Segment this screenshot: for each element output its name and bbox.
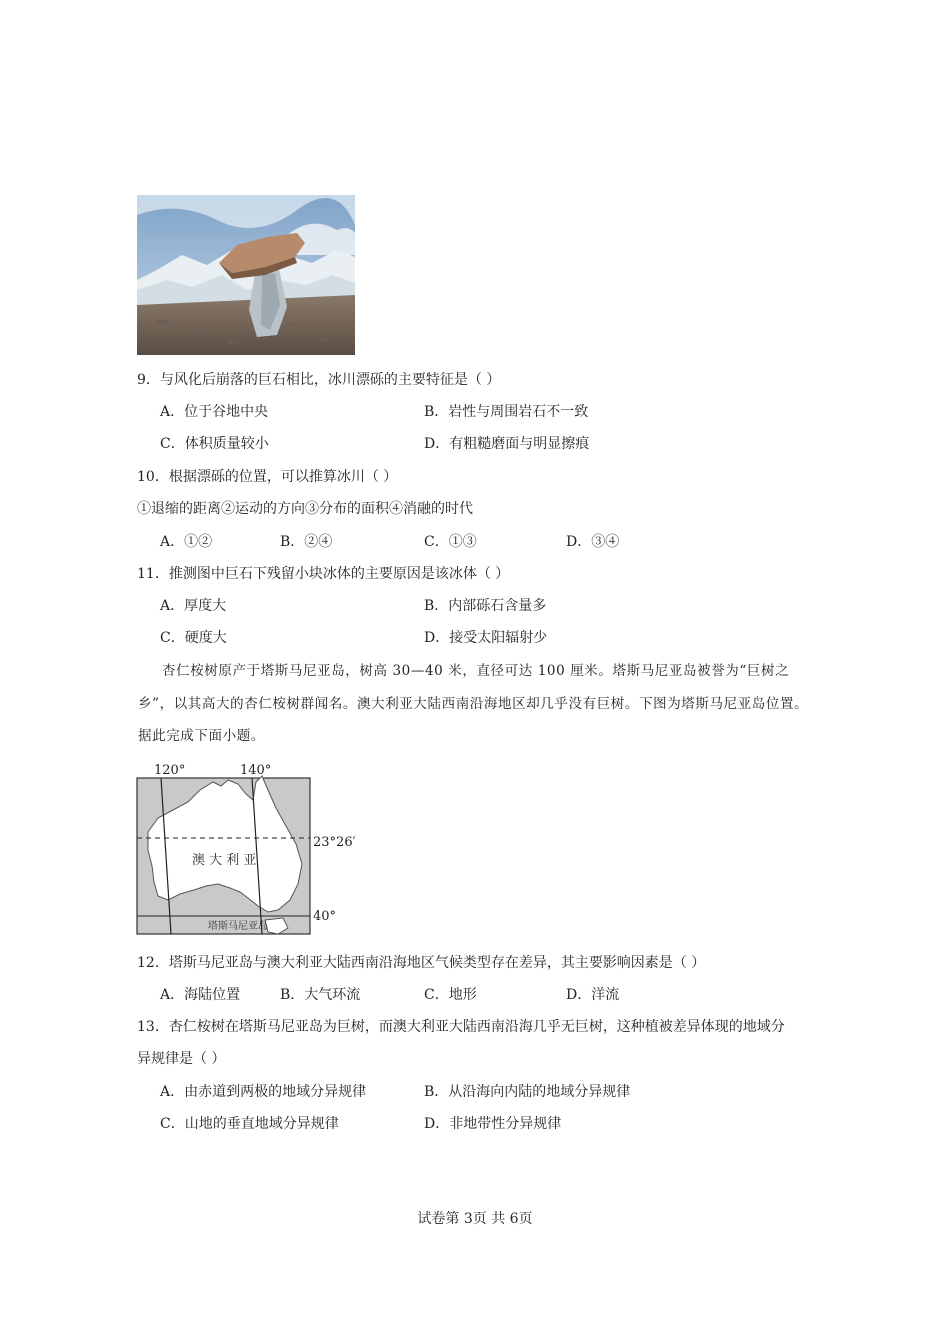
- q9-option-d: D．有粗糙磨面与明显擦痕: [424, 436, 590, 452]
- q9-option-c: C．体积质量较小: [160, 436, 269, 452]
- q11-option-d: D．接受太阳辐射少: [424, 630, 548, 646]
- q13-stem-line-2: 异规律是（ ）: [137, 1051, 226, 1067]
- q12-option-a: A．海陆位置: [160, 987, 241, 1003]
- map-lat-40: 40°: [313, 909, 337, 924]
- map-lon-120: 120°: [154, 763, 186, 778]
- q13-stem-line-1: 13．杏仁桉树在塔斯马尼亚岛为巨树，而澳大利亚大陆西南沿海几乎无巨树，这种植被差异体现的地域分: [137, 1019, 785, 1035]
- q10-option-c: C．①③: [424, 534, 477, 550]
- passage-line-3: 据此完成下面小题。: [138, 728, 265, 744]
- q12-option-d: D．洋流: [566, 987, 620, 1003]
- australia-map: [118, 760, 368, 942]
- map-island-label: 塔斯马尼亚岛: [208, 921, 268, 932]
- q13-option-c: C．山地的垂直地域分异规律: [160, 1116, 339, 1132]
- passage-line-2: 乡”，以其高大的杏仁桉树群闻名。澳大利亚大陆西南沿海地区却几乎没有巨树。下图为塔斯马尼亚岛位置。: [138, 696, 809, 712]
- q11-stem: 11．推测图中巨石下残留小块冰体的主要原因是该冰体（ ）: [137, 566, 510, 582]
- q10-stem: 10．根据漂砾的位置，可以推算冰川（ ）: [137, 469, 398, 485]
- q10-option-b: B．②④: [280, 534, 333, 550]
- q9-option-b: B．岩性与周围岩石不一致: [424, 404, 589, 420]
- q10-option-d: D．③④: [566, 534, 620, 550]
- passage-line-1: 杏仁桉树原产于塔斯马尼亚岛，树高 30—40 米，直径可达 100 厘米。塔斯马尼亚岛被誉为“巨树之: [162, 663, 790, 679]
- page-footer: 试卷第 3页 共 6页: [417, 1211, 533, 1227]
- q11-option-c: C．硬度大: [160, 630, 227, 646]
- q10-option-a: A．①②: [160, 534, 213, 550]
- q12-option-c: C．地形: [424, 987, 477, 1003]
- map-continent-label: 澳 大 利 亚: [192, 853, 257, 868]
- q12-option-b: B．大气环流: [280, 987, 361, 1003]
- q13-option-a: A．由赤道到两极的地域分异规律: [160, 1084, 367, 1100]
- q11-option-a: A．厚度大: [160, 598, 227, 614]
- q13-option-d: D．非地带性分异规律: [424, 1116, 562, 1132]
- q10-choices: ①退缩的距离②运动的方向③分布的面积④消融的时代: [137, 501, 473, 517]
- q9-stem: 9．与风化后崩落的巨石相比，冰川漂砾的主要特征是（ ）: [137, 372, 501, 388]
- q11-option-b: B．内部砾石含量多: [424, 598, 547, 614]
- map-lon-140: 140°: [240, 763, 272, 778]
- map-lat-tropic: 23°26′: [313, 835, 356, 850]
- q9-option-a: A．位于谷地中央: [160, 404, 269, 420]
- q12-stem: 12．塔斯马尼亚岛与澳大利亚大陆西南沿海地区气候类型存在差异，其主要影响因素是（ ）: [137, 955, 706, 971]
- glacier-boulder-photo: [137, 195, 355, 355]
- q13-option-b: B．从沿海向内陆的地域分异规律: [424, 1084, 631, 1100]
